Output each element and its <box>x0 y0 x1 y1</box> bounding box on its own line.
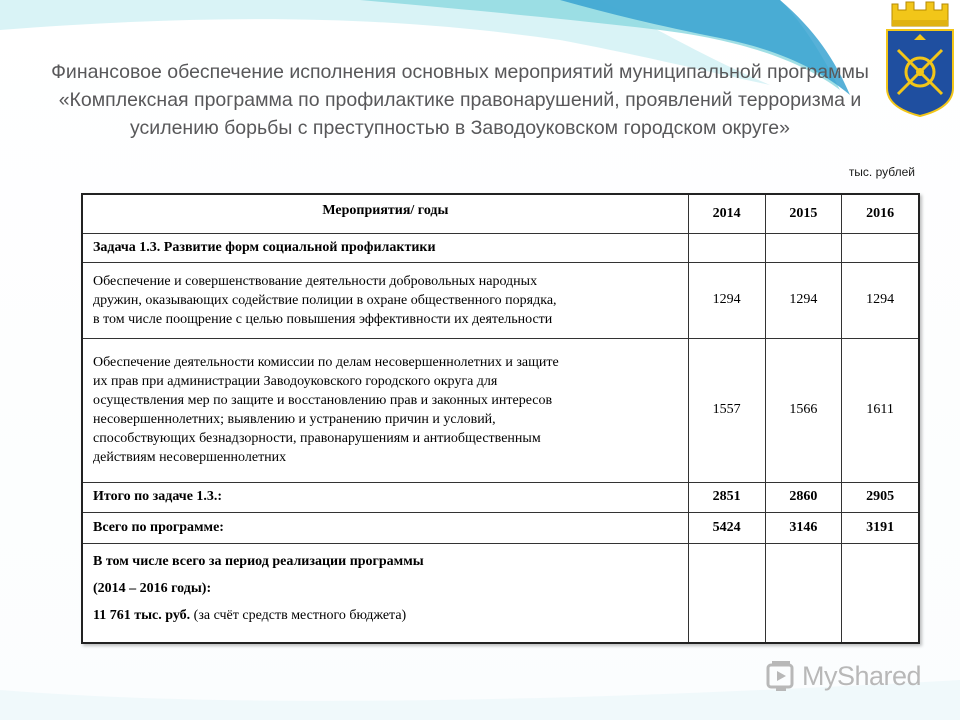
value-2015: 1294 <box>765 262 842 338</box>
watermark <box>766 656 921 696</box>
activity-line: в том числе поощрение с целью повышения эффективности их деятельности <box>93 311 553 327</box>
value-2014: 1294 <box>688 262 765 338</box>
activity-line: несовершеннолетних; выявлению и устранению причин и условий, <box>93 412 496 427</box>
table-header-row <box>82 194 919 233</box>
note-cell-2015 <box>765 543 842 643</box>
activity-line: Обеспечение и совершенствование деятельности добровольных народных <box>93 273 538 289</box>
total-task-row <box>82 482 919 512</box>
note-cell-2014 <box>688 543 765 643</box>
value-2014: 1557 <box>688 338 765 482</box>
value-2015: 1566 <box>765 338 842 482</box>
table-row <box>82 262 919 338</box>
note-line-2: (2014 – 2016 годы): <box>93 580 212 596</box>
total-program-2015: 3146 <box>765 512 842 543</box>
header-year-2016: 2016 <box>842 194 919 233</box>
activity-description <box>82 262 688 338</box>
note-cell <box>82 543 688 643</box>
total-program-row <box>82 512 919 543</box>
task-row <box>82 233 919 262</box>
note-source: (за счёт средств местного бюджета) <box>193 607 407 623</box>
note-cell-2016 <box>842 543 919 643</box>
activity-line: дружин, оказывающих содействие полиции в охране общественного порядка, <box>93 292 557 308</box>
value-2016: 1611 <box>842 338 919 482</box>
activity-description <box>82 338 688 482</box>
total-program-2014: 5424 <box>688 512 765 543</box>
units-label: тыс. рублей <box>848 165 915 179</box>
activity-line: способствующих безнадзорности, правонарушениям и антиобщественным <box>93 431 541 446</box>
activity-line: их прав при администрации Заводоуковского городского округа для <box>93 374 498 389</box>
header-year-2014: 2014 <box>688 194 765 233</box>
total-task-2015: 2860 <box>765 482 842 512</box>
slide-title: Финансовое обеспечение исполнения основных мероприятий муниципальной программы «Комплексная программа по профилактике правонарушений, проявлений терроризма и усилению борьбы с преступностью в Заводоуковском городском округе» <box>51 61 869 139</box>
task-label: Задача 1.3. Развитие форм социальной профилактики <box>82 233 688 262</box>
note-row <box>82 543 919 643</box>
funding-table <box>81 193 920 644</box>
slideshow-logo-icon <box>766 659 796 693</box>
note-line-1: В том числе всего за период реализации программы <box>93 553 424 569</box>
task-cell-2014 <box>688 233 765 262</box>
total-task-2016: 2905 <box>842 482 919 512</box>
task-cell-2015 <box>765 233 842 262</box>
watermark-text: MyShared <box>802 660 922 691</box>
header-year-2015: 2015 <box>765 194 842 233</box>
activity-line: осуществления мер по защите и восстановлению прав и законных интересов <box>93 393 553 408</box>
task-cell-2016 <box>842 233 919 262</box>
activity-line: Обеспечение деятельности комиссии по делам несовершеннолетних и защите <box>93 355 559 370</box>
total-program-2016: 3191 <box>842 512 919 543</box>
total-task-label: Итого по задаче 1.3.: <box>82 482 688 512</box>
total-task-2014: 2851 <box>688 482 765 512</box>
total-program-label: Всего по программе: <box>82 512 688 543</box>
header-activities: Мероприятия/ годы <box>82 194 688 233</box>
note-amount: 11 761 тыс. руб. <box>93 607 191 623</box>
note-line-3 <box>93 602 678 629</box>
activity-line: действиям несовершеннолетних <box>93 450 287 465</box>
value-2016: 1294 <box>842 262 919 338</box>
table-row <box>82 338 919 482</box>
city-emblem-icon <box>884 0 956 118</box>
